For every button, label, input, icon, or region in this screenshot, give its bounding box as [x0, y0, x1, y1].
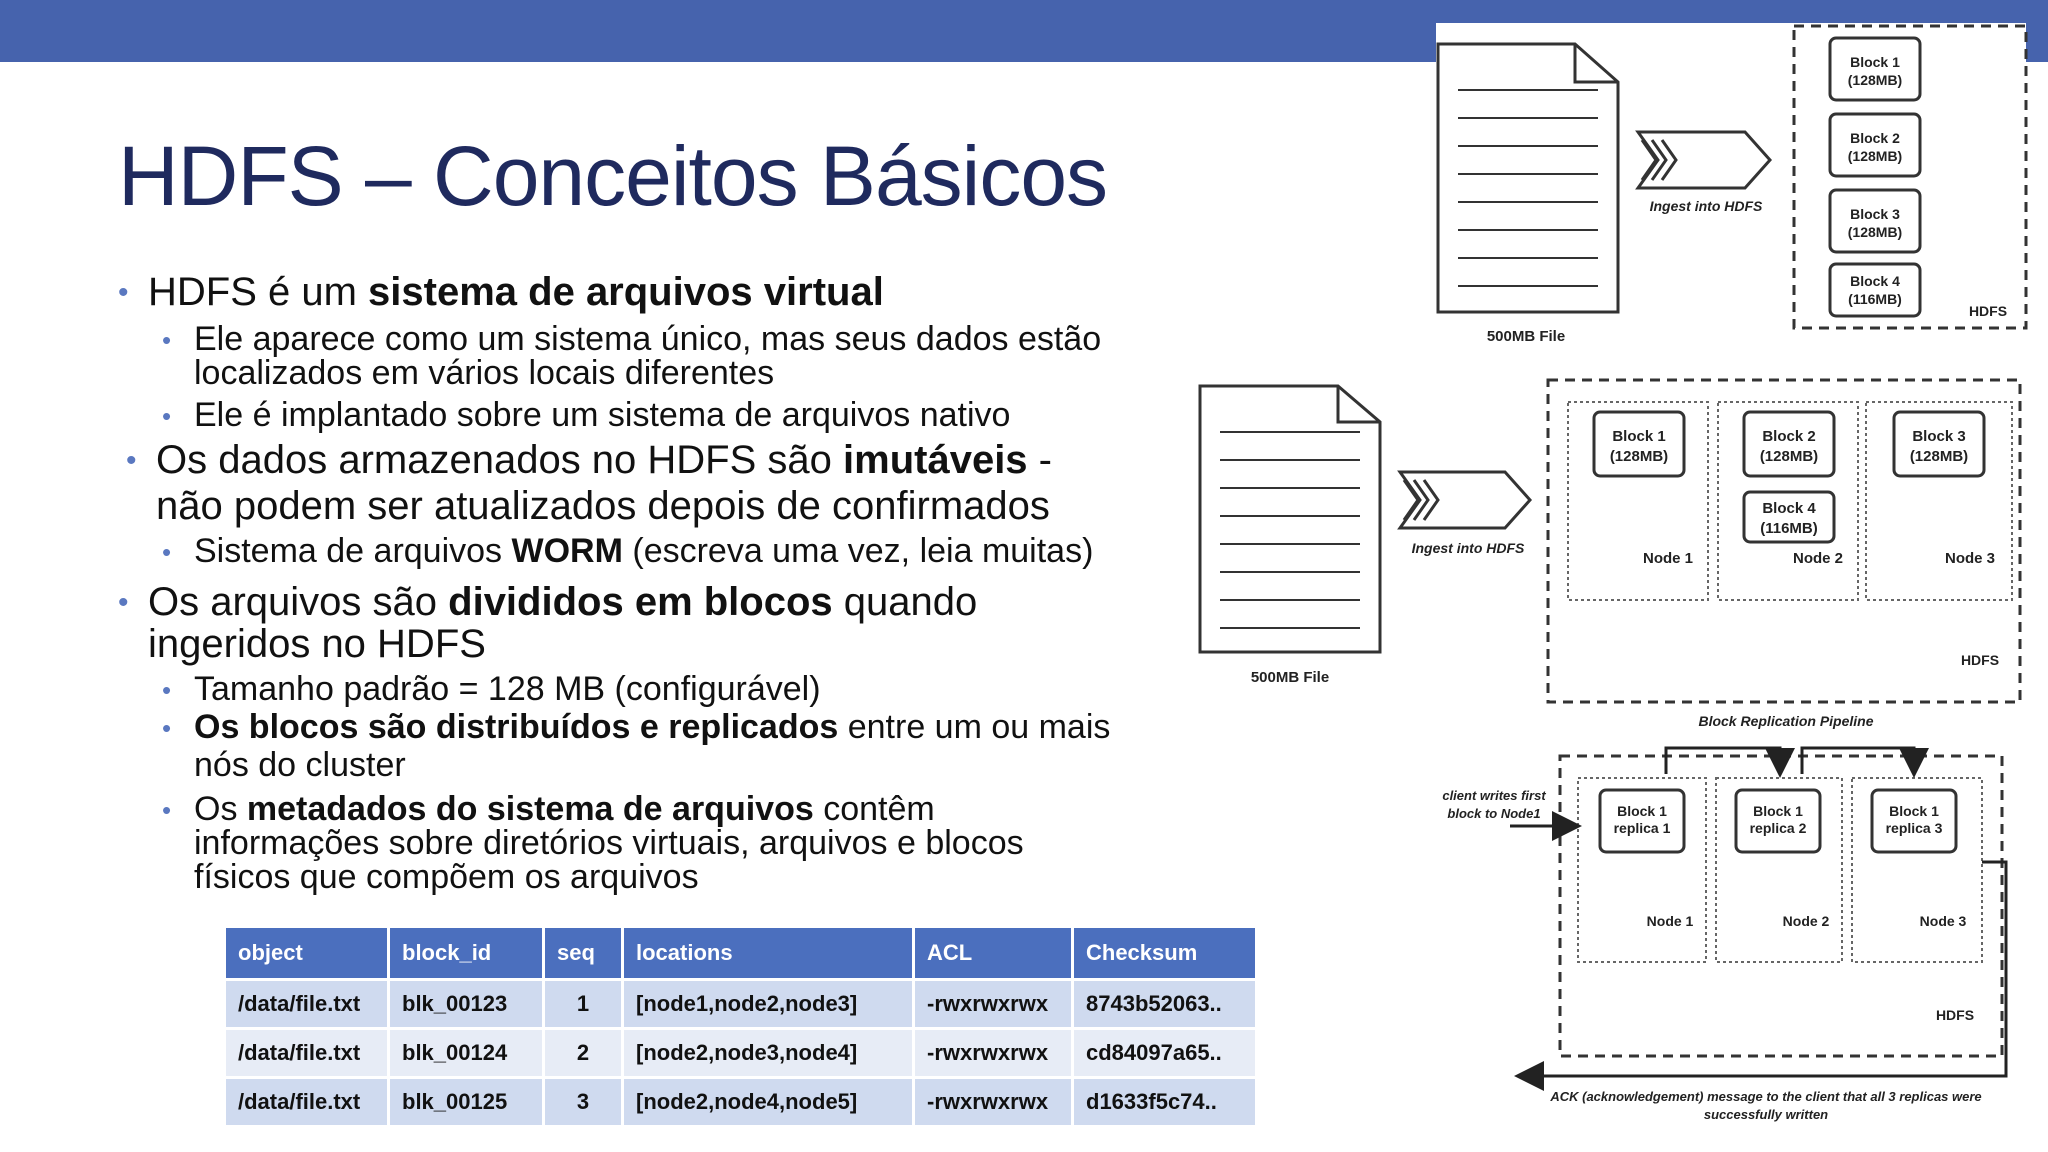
table-cell: [node2,node3,node4] [623, 1029, 914, 1078]
sub-bullet-metadata: • Os metadados do sistema de arquivos contêm [162, 790, 935, 828]
replication-arrow [1802, 748, 1914, 774]
table-cell: [node2,node4,node5] [623, 1078, 914, 1126]
table-header-row [226, 928, 1257, 980]
block-box [1830, 114, 1920, 176]
ingest-arrow-icon [1638, 132, 1770, 188]
sub-bullet-metadata-cont2: físicos que compõem os arquivos [194, 858, 699, 896]
sub-bullet-distributed: • Os blocos são distribuídos e replicados entre um ou mais [162, 708, 1111, 746]
bullet-blocks-cont: ingeridos no HDFS [148, 622, 486, 666]
table-cell: -rwxrwxrwx [914, 1078, 1073, 1126]
ingest-arrow-icon [1400, 472, 1530, 528]
file-label: 500MB File [1486, 328, 1566, 345]
replica-box [1600, 790, 1684, 852]
svg-text:(128MB): (128MB) [1847, 148, 1903, 164]
table-cell: -rwxrwxrwx [914, 1029, 1073, 1078]
svg-text:replica 2: replica 2 [1749, 820, 1807, 836]
bullet-dot: • [126, 444, 137, 477]
bullet-immutable-cont: não podem ser atualizados depois de confirmados [156, 484, 1050, 528]
ack-note: ACK (acknowledgement) message to the client that all 3 replicas were [1550, 1089, 1982, 1104]
table-header-cell: block_id [389, 928, 544, 980]
table-cell: blk_00125 [389, 1078, 544, 1126]
table-cell: /data/file.txt [226, 1078, 389, 1126]
table-cell: /data/file.txt [226, 980, 389, 1029]
sub-bullet-worm: • Sistema de arquivos WORM (escreva uma vez, leia muitas) [162, 532, 1094, 570]
file-doc-icon [1438, 44, 1618, 312]
bullet-dot: • [118, 276, 129, 309]
table-cell: [node1,node2,node3] [623, 980, 914, 1029]
ingest-label: Ingest into HDFS [1411, 540, 1525, 556]
table-header-cell: ACL [914, 928, 1073, 980]
pipeline-title: Block Replication Pipeline [1698, 713, 1874, 729]
block-box [1594, 412, 1684, 476]
svg-text:(128MB): (128MB) [1909, 448, 1969, 465]
hdfs-label: HDFS [1968, 303, 2008, 319]
table-cell: cd84097a65.. [1073, 1029, 1257, 1078]
svg-text:Block 4: Block 4 [1850, 273, 1900, 289]
sub-bullet-native-fs: • Ele é implantado sobre um sistema de arquivos nativo [162, 396, 1011, 434]
svg-text:(128MB): (128MB) [1847, 224, 1903, 240]
ack-note: successfully written [1703, 1107, 1829, 1122]
table-cell: 3 [544, 1078, 623, 1126]
svg-text:(116MB): (116MB) [1848, 291, 1902, 307]
block-box [1830, 264, 1920, 316]
sub-bullet-block-size: • Tamanho padrão = 128 MB (configurável) [162, 670, 821, 708]
table-header-cell: locations [623, 928, 914, 980]
bullet-immutable: • Os dados armazenados no HDFS são imutáveis - [126, 438, 1052, 482]
block-box [1744, 492, 1834, 542]
svg-text:Block 4: Block 4 [1762, 500, 1816, 517]
svg-text:Block 1: Block 1 [1612, 428, 1666, 445]
table-cell: 8743b52063.. [1073, 980, 1257, 1029]
svg-text:(128MB): (128MB) [1609, 448, 1669, 465]
ingest-label: Ingest into HDFS [1649, 198, 1763, 214]
table-cell: blk_00123 [389, 980, 544, 1029]
file-label: 500MB File [1250, 669, 1330, 686]
svg-text:replica 3: replica 3 [1885, 820, 1943, 836]
table-cell: -rwxrwxrwx [914, 980, 1073, 1029]
svg-text:Block 1: Block 1 [1889, 803, 1939, 819]
node-label: Node 3 [1919, 913, 1967, 929]
hdfs-diagram [1180, 20, 2028, 1150]
metadata-table [226, 928, 1258, 1125]
svg-text:replica 1: replica 1 [1613, 820, 1671, 836]
svg-text:(116MB): (116MB) [1760, 520, 1818, 537]
block-box [1744, 412, 1834, 476]
bullet-dot: • [162, 713, 172, 743]
svg-text:Block 1: Block 1 [1850, 54, 1900, 70]
table-header-cell: object [226, 928, 389, 980]
svg-text:Block 1: Block 1 [1753, 803, 1803, 819]
block-box [1830, 190, 1920, 252]
bullet-blocks: • Os arquivos são divididos em blocos quando [118, 580, 978, 624]
table-cell: blk_00124 [389, 1029, 544, 1078]
client-note: block to Node1 [1447, 806, 1541, 821]
bullet-dot: • [162, 537, 172, 567]
table-row [226, 1029, 1257, 1078]
replication-arrow [1666, 748, 1780, 774]
block-box [1894, 412, 1984, 476]
svg-text:(128MB): (128MB) [1847, 72, 1903, 88]
sub-bullet-distributed-cont: nós do cluster [194, 746, 406, 784]
svg-text:Block 1: Block 1 [1617, 803, 1667, 819]
table-cell: d1633f5c74.. [1073, 1078, 1257, 1126]
hdfs-label: HDFS [1935, 1007, 1975, 1023]
sub-bullet-metadata-cont1: informações sobre diretórios virtuais, arquivos e blocos [194, 824, 1024, 862]
svg-text:Block 2: Block 2 [1850, 130, 1900, 146]
svg-text:Block 3: Block 3 [1912, 428, 1966, 445]
hdfs-label: HDFS [1960, 652, 2000, 668]
svg-text:Block 3: Block 3 [1850, 206, 1900, 222]
node-label: Node 1 [1646, 913, 1694, 929]
table-header-cell: Checksum [1073, 928, 1257, 980]
svg-text:(128MB): (128MB) [1759, 448, 1819, 465]
block-box [1830, 38, 1920, 100]
table-row [226, 1078, 1257, 1126]
client-note: client writes first [1442, 788, 1546, 803]
ack-arrow [1520, 862, 2006, 1076]
sub-bullet-single-system-cont: localizados em vários locais diferentes [194, 354, 775, 392]
slide-title: HDFS – Conceitos Básicos [118, 129, 1108, 223]
node-label: Node 3 [1944, 550, 1996, 567]
table-header-cell: seq [544, 928, 623, 980]
bullet-dot: • [162, 795, 172, 825]
replica-box [1736, 790, 1820, 852]
node-label: Node 1 [1642, 550, 1694, 567]
table-cell: /data/file.txt [226, 1029, 389, 1078]
sub-bullet-single-system: • Ele aparece como um sistema único, mas seus dados estão [162, 320, 1102, 358]
table-row [226, 980, 1257, 1029]
bullet-dot: • [162, 675, 172, 705]
replica-box [1872, 790, 1956, 852]
svg-text:Block 2: Block 2 [1762, 428, 1816, 445]
bullet-dot: • [118, 586, 129, 619]
table-cell: 1 [544, 980, 623, 1029]
node-label: Node 2 [1792, 550, 1844, 567]
file-doc-icon [1200, 386, 1380, 652]
table-cell: 2 [544, 1029, 623, 1078]
bullet-dot: • [162, 325, 172, 355]
bullet-virtual-fs: • HDFS é um sistema de arquivos virtual [118, 270, 884, 314]
node-label: Node 2 [1782, 913, 1830, 929]
bullet-dot: • [162, 401, 172, 431]
